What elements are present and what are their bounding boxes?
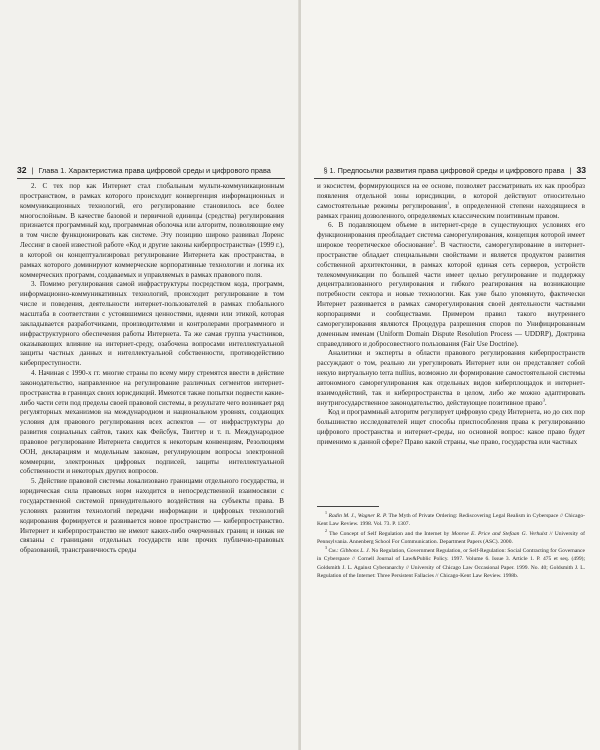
page-number: 33 xyxy=(576,165,586,175)
footnote-text: The Myth of Private Ordering: Rediscovering Legal Realism in Cyberspace // Chicago-Kent Law Review. 1998. Vol. 73. P. 1307. xyxy=(317,513,585,528)
footnote-text: No Regulation, Government Regulation, or Self-Regulation: Social Contracting for Governance in Cyberspace // Cornell Journal of Law&Public Policy. 1997. Volume 6. Issue 3. Article 1. P. 475 et seq. (499); Goldsmith J. L. Against Cyberanarchy // University of Chicago Law Occasional Paper. 1999. No. 40; Goldsmith J. L. Regulation of the Internet: Three Persistent Fallacies // Chicago-Kent Law Review. 1998b. xyxy=(317,548,585,579)
footnote-text: The Concept of Self Regulation and the Internet by xyxy=(329,530,452,537)
footnote-number: 3 xyxy=(325,545,327,551)
footnote-separator xyxy=(317,506,379,507)
footnote-author: Gibbons L. J. xyxy=(340,548,371,555)
right-page xyxy=(301,0,600,750)
left-page-header xyxy=(17,163,285,177)
paragraph: 4. Начиная с 1990-х гг. многие страны по всему миру стремятся ввести в действие законодательство, направленное на регулирование различных сегментов интернет-пространства в границах своих юрисдикций. Имеются также попытки подвести какие-либо части сети под пределы своей правовой системы, в результате чего возникает ряд регуляторных механизмов на международном и национальном уровнях, создающих условия для правового регулирования всех аспектов — от инфраструктуры до развития социальных сайтов, таких как Фейсбук, Твиттер и т. п. Международное правовое регулирование Интернета сводится к некоторым конвенциям, Резолюциям ООН, декларациям и модельным законам, регулирующим вопросы электронной коммерции, электронных цифровых подписей, защиты интеллектуальной собственности и некоторых других вопросов. xyxy=(20,369,284,476)
paragraph-text: Аналитики и эксперты в области правового регулирования киберпространств рассуждают о том, реально ли урегулировать Интернет или он представляет собой некую виртуальную terra nullius, возможно ли формирование самостоятельной системы автономного саморегулирования как отдельных видов киберплощадок и интернет-взаимодействий, так и киберпространства в целом, либо же можно адаптировать внутригосударственное законодательство, действующее позитивное право xyxy=(317,349,585,407)
header-rule xyxy=(17,178,285,179)
right-page-body xyxy=(317,182,585,448)
paragraph xyxy=(317,221,585,349)
paragraph-text: . В частности, саморегулирование в интернет-пространстве обладает специальными свойствами и является продуктом развития собственной архитектоники, в рамках которой единая сеть серверов, устройств телекоммуникации по большей части имеет целью регулирование и поддержку децентрализованного регулирования и гибкого реагирования на возникающие потребности сектора и новые технологии. Как уже было упомянуто, фактически Интернет развивается в рамках саморегулирования своей деятельности частными корпорациями и сообществами. Примером правил такого внутреннего саморегулирования являются Процедура разрешения споров по Унифицированным доменным именам (Uniform Domain Dispute Resolution Process — UDDRP), Доктрина справедливого и добросовестного пользования (Fair Use Doctrine). xyxy=(317,241,586,348)
paragraph: 5. Действие правовой системы локализовано границами отдельного государства, и юридическая сила правовых норм находится в непосредственной взаимосвязи с государственной системой принудительного воздействия на субъекты права. В условиях развития технологий передачи информации и цифровых технологий кодирования формируется и развивается новое пространство — киберпространство. Интернет и киберпространство не имеют каких-либо очерченных границ и никак не связаны с границами отдельных государств или прочих публично-правовых образований, трансграничность среды xyxy=(20,477,284,555)
left-page xyxy=(0,0,299,750)
footnotes xyxy=(317,506,585,581)
footnote-ref: 2 xyxy=(432,239,436,245)
footnote-number: 1 xyxy=(325,510,327,516)
footnote xyxy=(317,547,585,580)
header-separator: | xyxy=(569,166,572,175)
left-page-body xyxy=(20,182,284,556)
paragraph-text: 6. В подавляющем объеме в интернет-среде в существующих условиях его функционирования преобладает система саморегулирования, концепция которой имеет широкое теоретическое обоснование xyxy=(317,221,585,250)
running-title: Глава 1. Характеристика права цифровой среды и цифрового права xyxy=(38,166,271,175)
paragraph-text: . xyxy=(544,398,547,407)
footnote-text: // University of Pennsylvania. Annenberg School For Communication. Department Papers (ASC). 2000. xyxy=(317,530,585,545)
header-separator: | xyxy=(31,166,34,175)
right-page-header xyxy=(314,163,586,177)
footnote-author: Radin M. J., Wagner R. P. xyxy=(328,513,387,519)
running-title: § 1. Предпосылки развития права цифровой среды и цифрового права xyxy=(323,166,565,175)
footnote xyxy=(317,527,585,546)
footnote-author: Monroe E. Price and Stefaan G. Verhulst xyxy=(451,530,548,537)
footnote-text: См.: xyxy=(328,548,341,555)
paragraph: 2. С тех пор как Интернет стал глобальным мульти-коммуникационным пространством, в рамках которого происходит конвергенция информационных и коммуникационных технологий, его регулирование становилось все более многослойным. В качестве базовой и первичной единицы (средства) регулирования признается программный код, программная оболочка или алгоритм, позволяющие ему в том числе функционировать как системе. Эту позицию широко развивал Лоренс Лессинг в своей известной работе «Код и другие законы киберпространства» (1999 г.), в которой он концептуализировал регулирование Интернета как пространства, в рамках которого доминируют коммерческие корпоративные технологии и логика их коммерческих программ, создаваемых и управляемых в рамках правового поля. xyxy=(20,182,284,279)
footnote-ref: 3 xyxy=(542,397,545,403)
page-number: 32 xyxy=(17,165,27,175)
paragraph xyxy=(317,408,585,447)
paragraph-text: , в определенной степени находящиеся в рамках границ дозволенного, определяемых классическим позитивным правом. xyxy=(317,201,585,220)
paragraph xyxy=(317,349,585,408)
paragraph: 3. Помимо регулирования самой инфраструктуры посредством кода, программ, информационно-коммуникативных технологий, происходит регулирование в том числе и поведения, деятельности интернет-пользователей в рамках глобального масштаба в соответствии с устоявшимися ценностями, идеями или этикой, которая закладывается разработчиками, производителями и контролерами программного и инфраструктурного обеспечения работы Интернета. Та же самая группа участников, оказывающих влияние на интернет-среду, озабочена вопросами интеллектуальной защиты частных данных и интеллектуальной собственности, противодействию киберпреступности. xyxy=(20,280,284,368)
paragraph-text: и экосистем, формирующихся на ее основе, позволяет рассматривать их как прообраз появления отдельной зоны юрисдикции, в которой действуют относительно самостоятельные режимы регулирования xyxy=(317,182,585,210)
paragraph-text: Код и программный алгоритм регулирует цифровую среду Интернета, но до сих пор большинство исследователей ищет способы приспособления права к регулированию цифрового пространства и интернет-среды, но основной вопрос: какое право будет применимо к данной сфере? Право какой страны, чье право, государства или частных xyxy=(317,408,585,446)
footnote-ref: 1 xyxy=(447,200,450,206)
footnote-number: 2 xyxy=(325,527,327,533)
header-rule xyxy=(314,178,586,179)
footnote xyxy=(317,512,585,528)
paragraph xyxy=(317,182,585,221)
